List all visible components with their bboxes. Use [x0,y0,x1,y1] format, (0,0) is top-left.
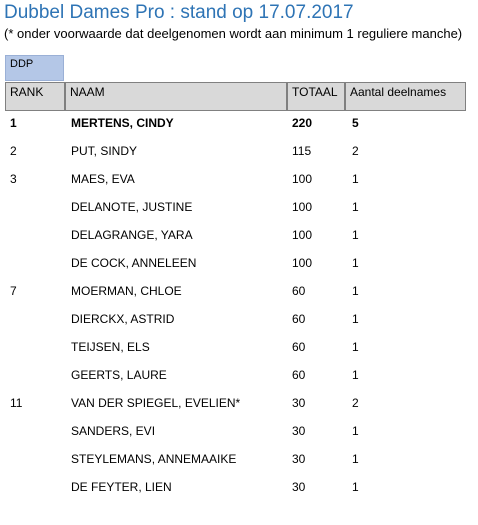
table-row [0,363,478,391]
participations-cell: 2 [352,144,359,158]
table-row [0,391,478,419]
participations-cell: 1 [352,284,359,298]
participations-cell: 1 [352,312,359,326]
name-cell: DE COCK, ANNELEEN [71,256,197,270]
header-totaal: TOTAAL [287,82,345,111]
table-row [0,139,478,167]
participations-cell: 1 [352,424,359,438]
table-row [0,251,478,279]
name-cell: DE FEYTER, LIEN [71,480,172,494]
name-cell: MOERMAN, CHLOE [71,284,182,298]
total-cell: 100 [292,200,313,214]
total-cell: 220 [292,116,313,130]
rank-cell: 3 [10,172,17,186]
name-cell: GEERTS, LAURE [71,368,167,382]
table-row [0,223,478,251]
table-row [0,195,478,223]
name-cell: PUT, SINDY [71,144,138,158]
total-cell: 60 [292,368,306,382]
table-row [0,111,478,139]
participations-cell: 5 [352,116,359,130]
table-row [0,279,478,307]
table-row [0,475,478,503]
participations-cell: 1 [352,172,359,186]
standings-table-body [0,111,478,503]
name-cell: TEIJSEN, ELS [71,340,150,354]
table-row [0,167,478,195]
total-cell: 60 [292,284,306,298]
table-row [0,307,478,335]
ddp-group-label: DDP [5,55,64,81]
name-cell: SANDERS, EVI [71,424,156,438]
total-cell: 30 [292,396,306,410]
table-row [0,447,478,475]
table-row [0,419,478,447]
rank-cell: 2 [10,144,17,158]
page-title: Dubbel Dames Pro : stand op 17.07.2017 [4,2,354,23]
total-cell: 115 [292,144,312,158]
total-cell: 60 [292,312,306,326]
total-cell: 60 [292,340,306,354]
total-cell: 100 [292,228,313,242]
name-cell: DELAGRANGE, YARA [71,228,193,242]
participations-cell: 1 [352,228,359,242]
name-cell: VAN DER SPIEGEL, EVELIEN* [71,396,241,410]
participations-cell: 1 [352,200,359,214]
rank-cell: 11 [10,396,23,410]
header-aantal-deelnames: Aantal deelnames [345,82,466,111]
header-rank: RANK [5,82,65,111]
participations-cell: 1 [352,480,359,494]
name-cell: MAES, EVA [71,172,135,186]
rank-cell: 1 [10,116,17,130]
total-cell: 30 [292,424,306,438]
total-cell: 100 [292,172,313,186]
participations-cell: 1 [352,340,359,354]
rank-cell: 7 [10,284,17,298]
page-subtitle: (* onder voorwaarde dat deelgenomen wordt aan minimum 1 reguliere manche) [4,26,463,41]
participations-cell: 1 [352,256,359,270]
name-cell: STEYLEMANS, ANNEMAAIKE [71,452,237,466]
participations-cell: 1 [352,452,359,466]
name-cell: MERTENS, CINDY [71,116,174,130]
participations-cell: 1 [352,368,359,382]
name-cell: DIERCKX, ASTRID [71,312,175,326]
total-cell: 30 [292,452,306,466]
participations-cell: 2 [352,396,359,410]
total-cell: 30 [292,480,306,494]
table-row [0,335,478,363]
total-cell: 100 [292,256,313,270]
name-cell: DELANOTE, JUSTINE [71,200,193,214]
header-naam: NAAM [65,82,287,111]
